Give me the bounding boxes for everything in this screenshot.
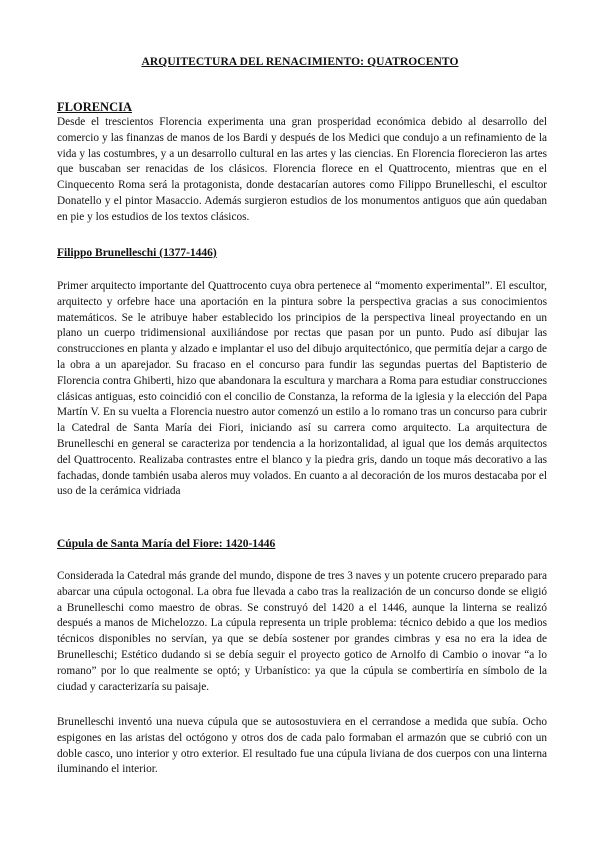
section-heading-cupula: Cúpula de Santa María del Fiore: 1420-1446 [57, 538, 276, 550]
paragraph-cupula-1: Considerada la Catedral más grande del mundo, dispone de tres 3 naves y un potente crucero preparado para abarcar una cúpula octogonal. La obra fue llevada a cabo tras la realización de un concurso donde se eligió a Brunelleschi como maestro de obras. Se construyó del 1420 a el 1446, aunque la linterna se realizó después a manos de Michelozzo. La cúpula representa un triple problema: técnico debido a que los medios técnicos disponibles no servían, ya que se debía sostener por grandes cimbras y esa no era la idea de Brunelleschi; Estético dudando si se debía seguir el proyecto gotico de Arnolfo di Cambio o inovar “a lo romano” por lo que realmente se optó; y Urbanístico: ya que la cúpula se combertiría en símbolo de la ciudad y caracterizaría su paisaje. [57, 570, 547, 693]
section-heading-florencia: FLORENCIA [57, 100, 133, 114]
paragraph-florencia: Desde el trescientos Florencia experimenta una gran prosperidad económica debido al desarrollo del comercio y las finanzas de manos de los Bardi y después de los Medici que condujo a un refinamiento de la vida y las costumbres, y a un desarrollo cultural en las artes y las ciencias. En Florencia florecieron las artes que buscaban ser renacidas de los clásicos. Florencia florece en el Quattrocento, mientras que en el Cinquecento Roma será la protagonista, donde destacarían autores como Filippo Brunelleschi, el escultor Donatello y el pintor Masaccio. Además surgieron estudios de los monumentos antiguos que aún quedaban en pie y los estudios de los textos clásicos. [57, 116, 547, 223]
paragraph-brunelleschi: Primer arquitecto importante del Quattrocento cuya obra pertenece al “momento experimental”. El escultor, arquitecto y orfebre hace una aportación en la pintura sobre la perspectiva gracias a sus conocimientos matemáticos. Se le atribuye haber establecido los principios de la perspectiva lineal proyectando en un plano un cuerpo tridimensional auxiliándose por rectas que pasan por un punto. Pudo así dibujar las construcciones en planta y alzado e implantar el uso del dibujo arquitectónico, que permitía dejar a cargo de la obra a un aparejador. Su fracaso en el concurso para fundir las segundas puertas del Baptisterio de Florencia contra Ghiberti, hizo que abandonara la escultura y marchara a Roma para estudiar construcciones clásicas antiguas, esto coincidió con el concilio de Constanza, la reforma de la iglesia y la elección del Papa Martín V. En su vuelta a Florencia nuestro autor comenzó un estilo a lo romano tras un concurso para cubrir la Catedral de Santa María dei Fiori, iniciando así su carrera como arquitecto. La arquitectura de Brunelleschi en general se caracteriza por tendencia a la horizontalidad, al igual que los demás arquitectos del Quattrocento. Realizaba contrastes entre el blanco y la piedra gris, dando un toque más decorativo a las fachadas, donde también usaba aleros muy volados. En cuanto a al decoración de los muros destacaba por el uso de la cerámica vidriada [57, 280, 547, 498]
paragraph-cupula-2: Brunelleschi inventó una nueva cúpula que se autosostuviera en el cerrandose a medida que subía. Ocho espigones en las aristas del octógono y otros dos de cada palo formaban el armazón que se cubrió con un doble casco, uno interior y otro exterior. El resultado fue una cúpula liviana de dos cuerpos con una linterna iluminando el interior. [57, 716, 547, 776]
section-heading-brunelleschi: Filippo Brunelleschi (1377-1446) [57, 247, 217, 259]
document-title: ARQUITECTURA DEL RENACIMIENTO: QUATROCENTO [141, 56, 459, 68]
